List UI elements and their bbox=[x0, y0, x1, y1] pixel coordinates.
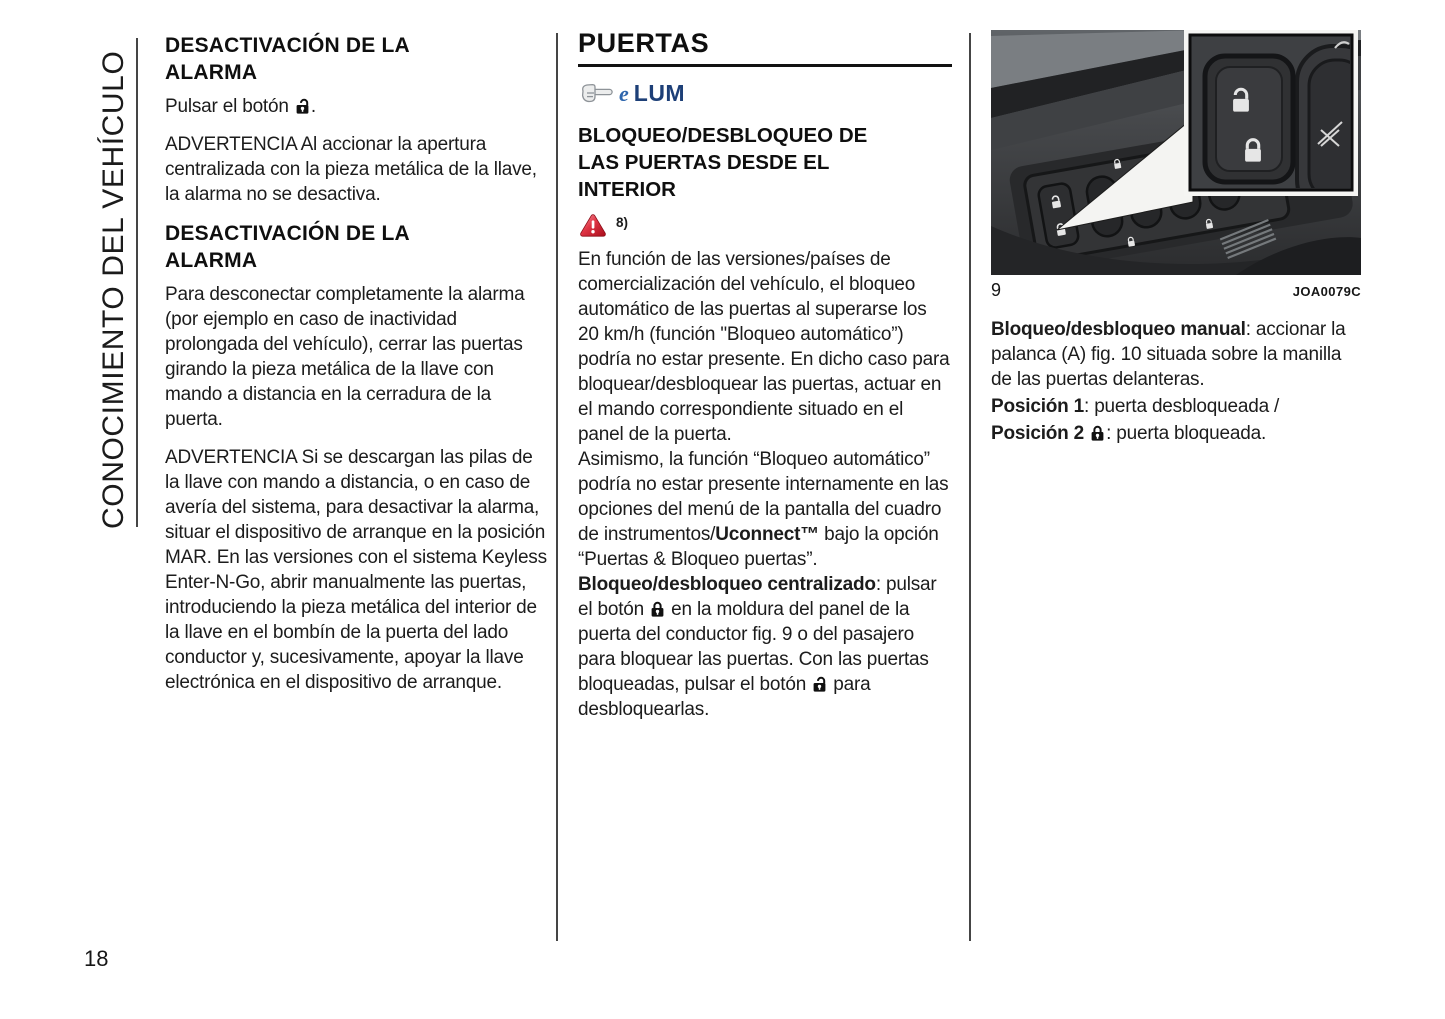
column-divider bbox=[969, 33, 971, 941]
warning-row bbox=[578, 213, 952, 239]
text: : accionar la palanca (A) fig. 10 situada sobre la manilla de las puertas delanteras. bbox=[991, 319, 1346, 390]
page-number: 18 bbox=[84, 946, 109, 971]
section-body bbox=[165, 94, 547, 207]
bold-text: Bloqueo/desbloqueo centralizado bbox=[578, 574, 876, 595]
section-alarm-deactivation-2 bbox=[165, 220, 547, 695]
chapter-title: PUERTAS bbox=[578, 28, 952, 67]
text: : pulsar el botón bbox=[578, 574, 937, 620]
section-heading: DESACTIVACIÓN DE LA ALARMA bbox=[165, 222, 410, 272]
lock-open-icon bbox=[294, 96, 311, 117]
section-heading: BLOQUEO/DESBLOQUEO DE LAS PUERTAS DESDE EL INTERIOR bbox=[578, 124, 868, 201]
section-heading: DESACTIVACIÓN DE LA ALARMA bbox=[165, 34, 410, 84]
figure-number: 9 bbox=[991, 280, 1002, 300]
warning-note-ref: 8) bbox=[616, 215, 629, 230]
chapter-sidebar-title: CONOCIMIENTO DEL VEHÍCULO bbox=[97, 50, 130, 529]
elum-logo bbox=[578, 80, 952, 107]
text: . bbox=[310, 96, 316, 117]
paragraph bbox=[991, 394, 1361, 419]
text: : puerta bloqueada. bbox=[1106, 423, 1267, 444]
text: ADVERTENCIA Si se descargan las pilas de la llave con mando a distancia, o en caso de avería del sistema, para desactivar la alarma, situar el dispositivo de arranque en la posición MAR. En las versiones con el sistema Keyless Enter-N-Go, abrir manualmente las puertas, introduciendo la pieza metálica del interior de la llave en el bombín de la puerta del lado conductor y, sucesivamente, apoyar la llave electrónica en el dispositivo de arranque. bbox=[165, 447, 547, 693]
text: : puerta desbloqueada / bbox=[1084, 396, 1280, 417]
column-divider bbox=[556, 33, 558, 941]
text: En función de las versiones/países de comercialización del vehículo, el bloqueo automático de las puertas al superarse los 20 km/h (función "Bloqueo automático”) podría no estar presente. En dicho caso para bloquear/desbloquear las puertas, actuar en el mando correspondiente situado en el panel de la puerta. bbox=[578, 249, 950, 445]
column-alarm bbox=[165, 32, 547, 708]
lock-closed-icon bbox=[649, 599, 666, 620]
figure-caption bbox=[991, 280, 1361, 301]
paragraph bbox=[991, 317, 1361, 392]
text: para desbloquearlas. bbox=[578, 674, 871, 720]
paragraph bbox=[578, 447, 952, 572]
section-body bbox=[578, 247, 952, 722]
paragraph bbox=[165, 94, 547, 119]
bold-text: Bloqueo/desbloqueo manual bbox=[991, 319, 1246, 340]
column-doors bbox=[578, 28, 952, 722]
elum-logo-lum: LUM bbox=[633, 80, 686, 106]
paragraph bbox=[165, 282, 547, 432]
text: ADVERTENCIA Al accionar la apertura centralizada con la pieza metálica de la llave, la alarma no se desactiva. bbox=[165, 134, 537, 205]
bold-text: Posición 1 bbox=[991, 396, 1085, 417]
text: Asimismo, la función “Bloqueo automático” podría no estar presente internamente en las opciones del menú de la pantalla del cuadro de instrumentos/ bbox=[578, 449, 949, 545]
warning-triangle-icon bbox=[578, 213, 608, 239]
bold-text: Uconnect™ bbox=[715, 524, 820, 545]
inset-magnified-view bbox=[1187, 32, 1361, 216]
paragraph bbox=[578, 247, 952, 447]
section-alarm-deactivation-1 bbox=[165, 32, 547, 207]
lock-closed-icon bbox=[1089, 423, 1106, 444]
paragraph bbox=[991, 421, 1361, 446]
figure-code: JOA0079C bbox=[1292, 284, 1361, 299]
paragraph bbox=[165, 445, 547, 695]
paragraph bbox=[165, 132, 547, 207]
paragraph bbox=[578, 572, 952, 722]
section-body bbox=[165, 282, 547, 695]
section-body bbox=[991, 317, 1361, 446]
elum-logo-e: e bbox=[619, 80, 629, 106]
column-figure bbox=[991, 30, 1361, 448]
text: Para desconectar completamente la alarma (por ejemplo en caso de inactividad prolongada del vehículo), cerrar las puertas girando la pieza metálica de la llave con mando a distancia en la cerradura de la puerta. bbox=[165, 284, 525, 430]
text: Pulsar el botón bbox=[165, 96, 294, 117]
bold-text: Posición 2 bbox=[991, 423, 1085, 444]
hand-pointer-icon bbox=[578, 80, 614, 107]
door-panel-photo bbox=[991, 30, 1361, 301]
text: en la moldura del panel de la puerta del conductor fig. 9 o del pasajero para bloquear las puertas. Con las puertas bloqueadas, pulsar el botón bbox=[578, 599, 929, 695]
text: bajo la opción “Puertas & Bloqueo puertas”. bbox=[578, 524, 939, 570]
lock-open-icon bbox=[811, 674, 828, 695]
sidebar-rule bbox=[136, 38, 138, 527]
